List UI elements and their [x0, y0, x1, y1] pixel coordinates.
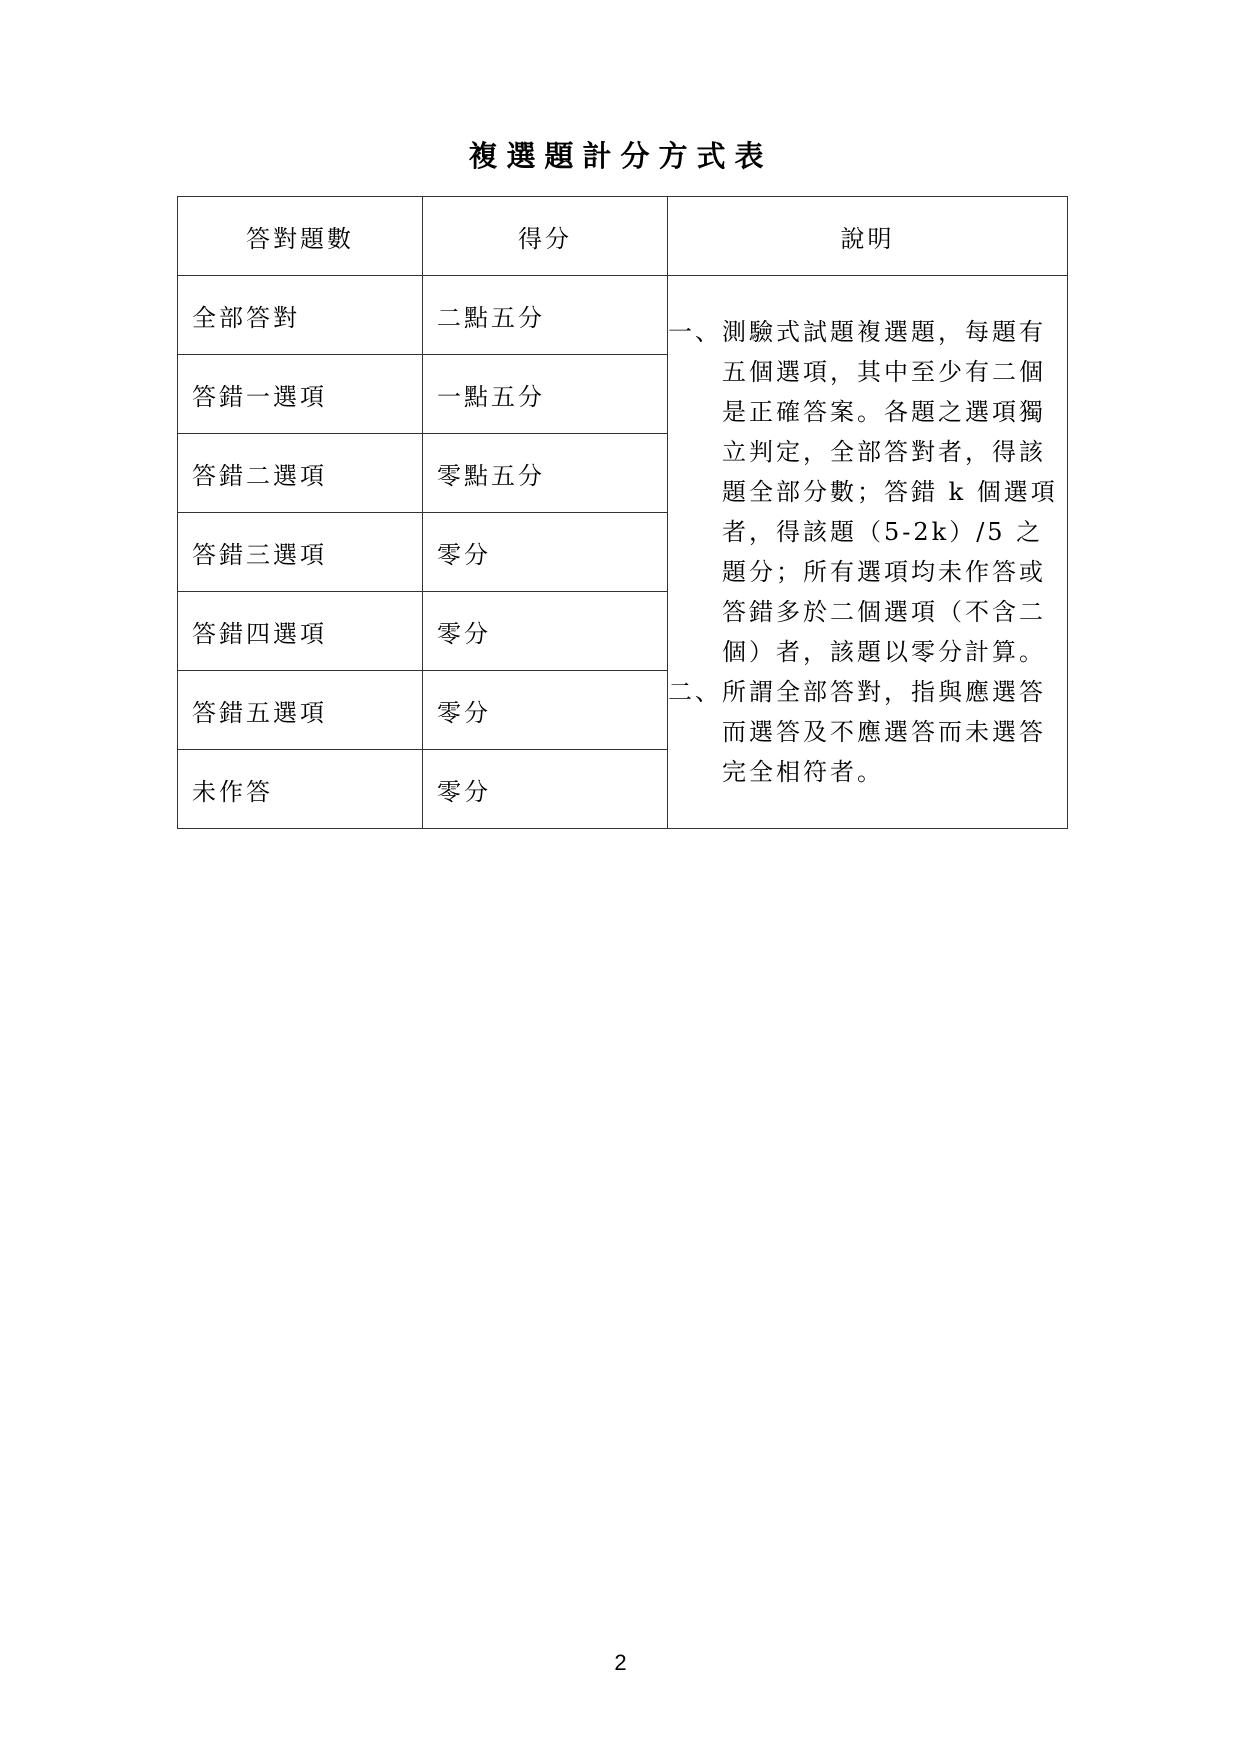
header-correct-count: 答對題數	[178, 197, 423, 276]
row-score: 一點五分	[423, 355, 668, 434]
row-correct-count: 答錯四選項	[178, 592, 423, 671]
row-score: 二點五分	[423, 276, 668, 355]
header-score: 得分	[423, 197, 668, 276]
row-correct-count: 未作答	[178, 750, 423, 829]
row-correct-count: 答錯五選項	[178, 671, 423, 750]
row-score: 零分	[423, 750, 668, 829]
row-score: 零分	[423, 592, 668, 671]
page-title: 複選題計分方式表	[468, 139, 773, 173]
row-correct-count: 答錯二選項	[178, 434, 423, 513]
explanation-number: 二、	[668, 678, 722, 706]
explanation-number: 一、	[668, 318, 722, 346]
header-explanation: 說明	[668, 197, 1068, 276]
scoring-table	[177, 196, 1068, 829]
explanation-text: 測驗式試題複選題，每題有五個選項，其中至少有二個是正確答案。各題之選項獨立判定，全部答對者，得該題全部分數；答錯 k 個選項者，得該題（5-2k）/5 之題分；所有選項均未作答或答錯多於二個選項（不含二個）者，該題以零分計算。	[722, 318, 1058, 666]
page-number: 2	[614, 1650, 627, 1675]
table-row	[178, 276, 1068, 355]
explanation-item	[668, 672, 1067, 792]
row-correct-count: 答錯三選項	[178, 513, 423, 592]
explanation-text: 所謂全部答對，指與應選答而選答及不應選答而未選答完全相符者。	[722, 678, 1046, 786]
row-correct-count: 答錯一選項	[178, 355, 423, 434]
explanation-item	[668, 312, 1067, 672]
row-score: 零點五分	[423, 434, 668, 513]
row-correct-count: 全部答對	[178, 276, 423, 355]
table-header-row	[178, 197, 1068, 276]
explanation-cell	[668, 276, 1068, 829]
row-score: 零分	[423, 513, 668, 592]
row-score: 零分	[423, 671, 668, 750]
